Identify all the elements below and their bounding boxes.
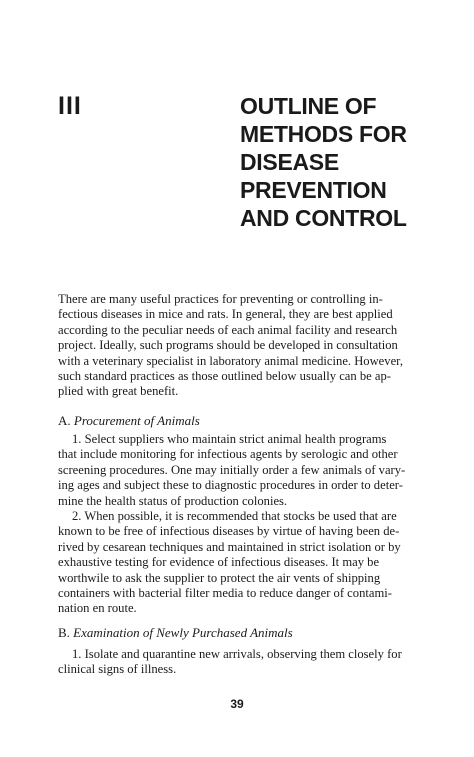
text-line: ing ages and subject these to diagnostic procedures in order to deter- <box>58 478 403 493</box>
text-line: containers with bacterial filter media to reduce danger of contami- <box>58 586 392 601</box>
chapter-title-line: AND CONTROL <box>240 205 407 231</box>
text-line: known to be free of infectious diseases by virtue of having been de- <box>58 524 400 539</box>
text-line: such standard practices as those outlined below usually can be ap- <box>58 369 391 384</box>
section-letter: B. <box>58 625 70 640</box>
section-title: Examination of Newly Purchased Animals <box>73 625 293 640</box>
section-b-body <box>58 647 420 678</box>
text-line: There are many useful practices for preventing or controlling in- <box>58 292 383 306</box>
section-letter: A. <box>58 413 71 428</box>
text-line: exhaustive testing for evidence of infectious diseases. It may be <box>58 555 380 570</box>
text-line: 1. Select suppliers who maintain strict animal health programs <box>72 432 387 446</box>
text-line: with a veterinary specialist in laboratory animal medicine. However, <box>58 353 403 368</box>
section-heading-a <box>58 413 200 429</box>
text-line: rived by cesarean techniques and maintained in strict isolation or by <box>58 539 401 554</box>
text-line: nation en route. <box>58 601 137 616</box>
text-line: worthwile to ask the supplier to protect the air vents of shipping <box>58 570 381 585</box>
text-line: 1. Isolate and quarantine new arrivals, observing them closely for <box>72 647 402 661</box>
page-number: 39 <box>230 697 244 711</box>
text-line: screening procedures. One may initially order a few animals of vary- <box>58 462 406 477</box>
text-line: 2. When possible, it is recommended that stocks be used that are <box>72 509 397 524</box>
text-line: clinical signs of illness. <box>58 662 177 677</box>
chapter-title-line: PREVENTION <box>240 177 387 203</box>
text-line: plied with great benefit. <box>58 384 179 399</box>
chapter-title-line: OUTLINE OF <box>240 93 377 119</box>
section-title: Procurement of Animals <box>73 413 200 428</box>
chapter-title <box>240 92 455 232</box>
text-line: according to the peculiar needs of each animal facility and research <box>58 322 398 337</box>
chapter-title-line: DISEASE <box>240 149 339 175</box>
section-a-body <box>58 432 420 617</box>
section-heading-b <box>58 625 293 641</box>
chapter-title-line: METHODS FOR <box>240 121 407 147</box>
text-line: project. Ideally, such programs should be developed in consultation <box>58 338 398 353</box>
text-line: mine the health status of production colonies. <box>58 493 288 508</box>
text-line: fectious diseases in mice and rats. In general, they are best applied <box>58 307 393 322</box>
intro-paragraph <box>58 292 420 400</box>
chapter-number: III <box>58 92 82 120</box>
text-line: that include monitoring for infectious agents by serologic and other <box>58 447 398 462</box>
